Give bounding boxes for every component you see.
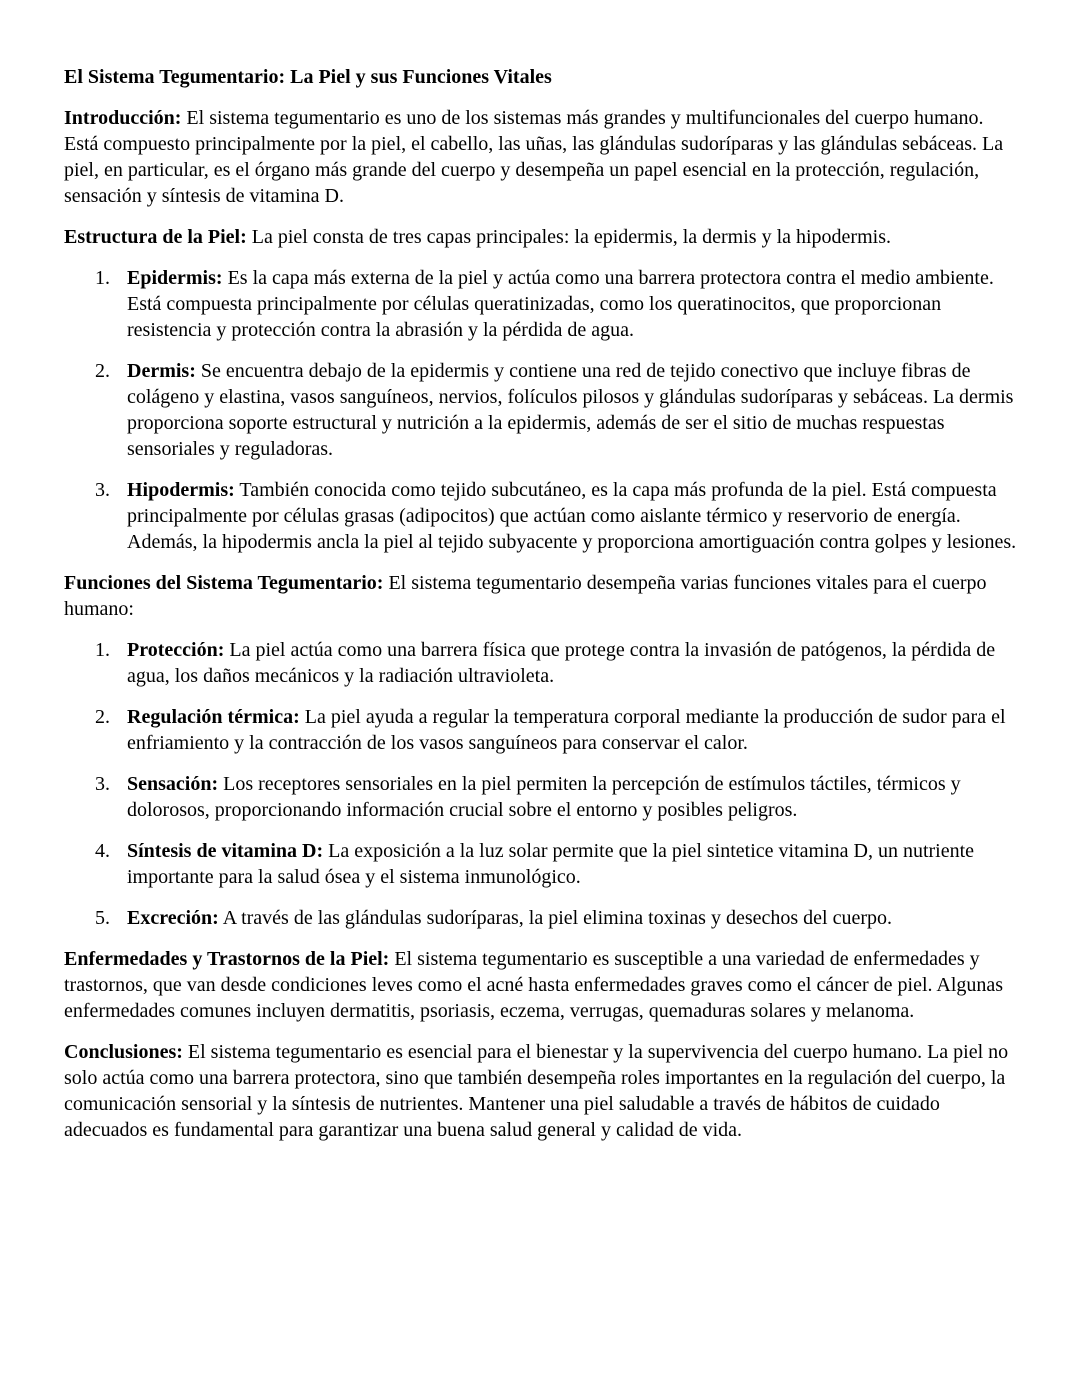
diseases-label: Enfermedades y Trastornos de la Piel: <box>64 948 390 970</box>
functions-list <box>64 637 1018 931</box>
list-item-text: A través de las glándulas sudoríparas, la piel elimina toxinas y desechos del cuerpo. <box>218 907 892 929</box>
list-number: 1. <box>95 639 110 661</box>
list-item-label: Sensación: <box>127 773 219 795</box>
structure-text: La piel consta de tres capas principales: la epidermis, la dermis y la hipodermis. <box>246 226 891 248</box>
structure-paragraph <box>64 224 1018 250</box>
intro-label: Introducción: <box>64 107 182 129</box>
list-item-text: Se encuentra debajo de la epidermis y contiene una red de tejido conectivo que incluye fibras de colágeno y elastina, vasos sanguíneos, nervios, folículos pilosos y glándulas sudoríparas y sebáceas. La dermis proporciona soporte estructural y nutrición a la epidermis, además de ser el sitio de muchas respuestas sensoriales y reguladoras. <box>127 360 1014 460</box>
list-item-label: Regulación térmica: <box>127 706 300 728</box>
list-item-text: La piel ayuda a regular la temperatura corporal mediante la producción de sudor para el enfriamiento y la contracción de los vasos sanguíneos para conservar el calor. <box>127 706 1006 754</box>
list-item-text: La exposición a la luz solar permite que la piel sintetice vitamina D, un nutriente importante para la salud ósea y el sistema inmunológico. <box>127 840 975 888</box>
list-number: 2. <box>95 360 110 382</box>
list-number: 5. <box>95 907 110 929</box>
list-number: 4. <box>95 840 110 862</box>
list-item-sintesis-vitamina-d <box>64 838 1018 890</box>
conclusions-label: Conclusiones: <box>64 1041 183 1063</box>
functions-text: El sistema tegumentario desempeña varias funciones vitales para el cuerpo humano: <box>64 572 987 620</box>
list-number: 2. <box>95 706 110 728</box>
structure-list <box>64 265 1018 555</box>
intro-text: El sistema tegumentario es uno de los sistemas más grandes y multifuncionales del cuerpo humano. Está compuesto principalmente por la piel, el cabello, las uñas, las glándulas sudoríparas y las glándulas sebáceas. La piel, en particular, es el órgano más grande del cuerpo y desempeña un papel esencial en la protección, regulación, sensación y síntesis de vitamina D. <box>64 107 1004 207</box>
list-item-text: La piel actúa como una barrera física que protege contra la invasión de patógenos, la pérdida de agua, los daños mecánicos y la radiación ultravioleta. <box>127 639 996 687</box>
functions-paragraph <box>64 570 1018 622</box>
list-item-text: También conocida como tejido subcutáneo, es la capa más profunda de la piel. Está compuesta principalmente por células grasas (adipocitos) que actúan como aislante térmico y reservorio de energía. Además, la hipodermis ancla la piel al tejido subyacente y proporciona amortiguación contra golpes y lesiones. <box>127 479 1017 553</box>
diseases-text: El sistema tegumentario es susceptible a una variedad de enfermedades y trastornos, que van desde condiciones leves como el acné hasta enfermedades graves como el cáncer de piel. Algunas enfermedades comunes incluyen dermatitis, psoriasis, eczema, verrugas, quemaduras solares y melanoma. <box>64 948 1004 1022</box>
document-page <box>64 64 1018 1158</box>
conclusions-text: El sistema tegumentario es esencial para el bienestar y la supervivencia del cuerpo humano. La piel no solo actúa como una barrera protectora, sino que también desempeña roles importantes en la regulación del cuerpo, la comunicación sensorial y la síntesis de nutrientes. Mantener una piel saludable a través de hábitos de cuidado adecuados es fundamental para garantizar una buena salud general y calidad de vida. <box>64 1041 1009 1141</box>
list-item-text: Es la capa más externa de la piel y actúa como una barrera protectora contra el medio ambiente. Está compuesta principalmente por células queratinizadas, como los queratinocitos, que proporcionan resistencia y protección contra la abrasión y la pérdida de agua. <box>127 267 994 341</box>
list-item-regulacion-termica <box>64 704 1018 756</box>
diseases-paragraph <box>64 946 1018 1024</box>
list-item-sensacion <box>64 771 1018 823</box>
list-item-proteccion <box>64 637 1018 689</box>
list-item-label: Dermis: <box>127 360 196 382</box>
list-item-label: Síntesis de vitamina D: <box>127 840 324 862</box>
structure-label: Estructura de la Piel: <box>64 226 247 248</box>
list-number: 3. <box>95 773 110 795</box>
list-item-label: Epidermis: <box>127 267 223 289</box>
functions-label: Funciones del Sistema Tegumentario: <box>64 572 384 594</box>
list-item-text: Los receptores sensoriales en la piel permiten la percepción de estímulos táctiles, térmicos y dolorosos, proporcionando información crucial sobre el entorno y posibles peligros. <box>127 773 961 821</box>
document-title: El Sistema Tegumentario: La Piel y sus Funciones Vitales <box>64 66 552 88</box>
list-item-excrecion <box>64 905 1018 931</box>
list-item-dermis <box>64 358 1018 462</box>
list-item-label: Excreción: <box>127 907 219 929</box>
conclusions-paragraph <box>64 1039 1018 1143</box>
list-item-label: Protección: <box>127 639 225 661</box>
intro-paragraph <box>64 105 1018 209</box>
list-number: 1. <box>95 267 110 289</box>
list-item-hipodermis <box>64 477 1018 555</box>
list-number: 3. <box>95 479 110 501</box>
list-item-label: Hipodermis: <box>127 479 235 501</box>
list-item-epidermis <box>64 265 1018 343</box>
